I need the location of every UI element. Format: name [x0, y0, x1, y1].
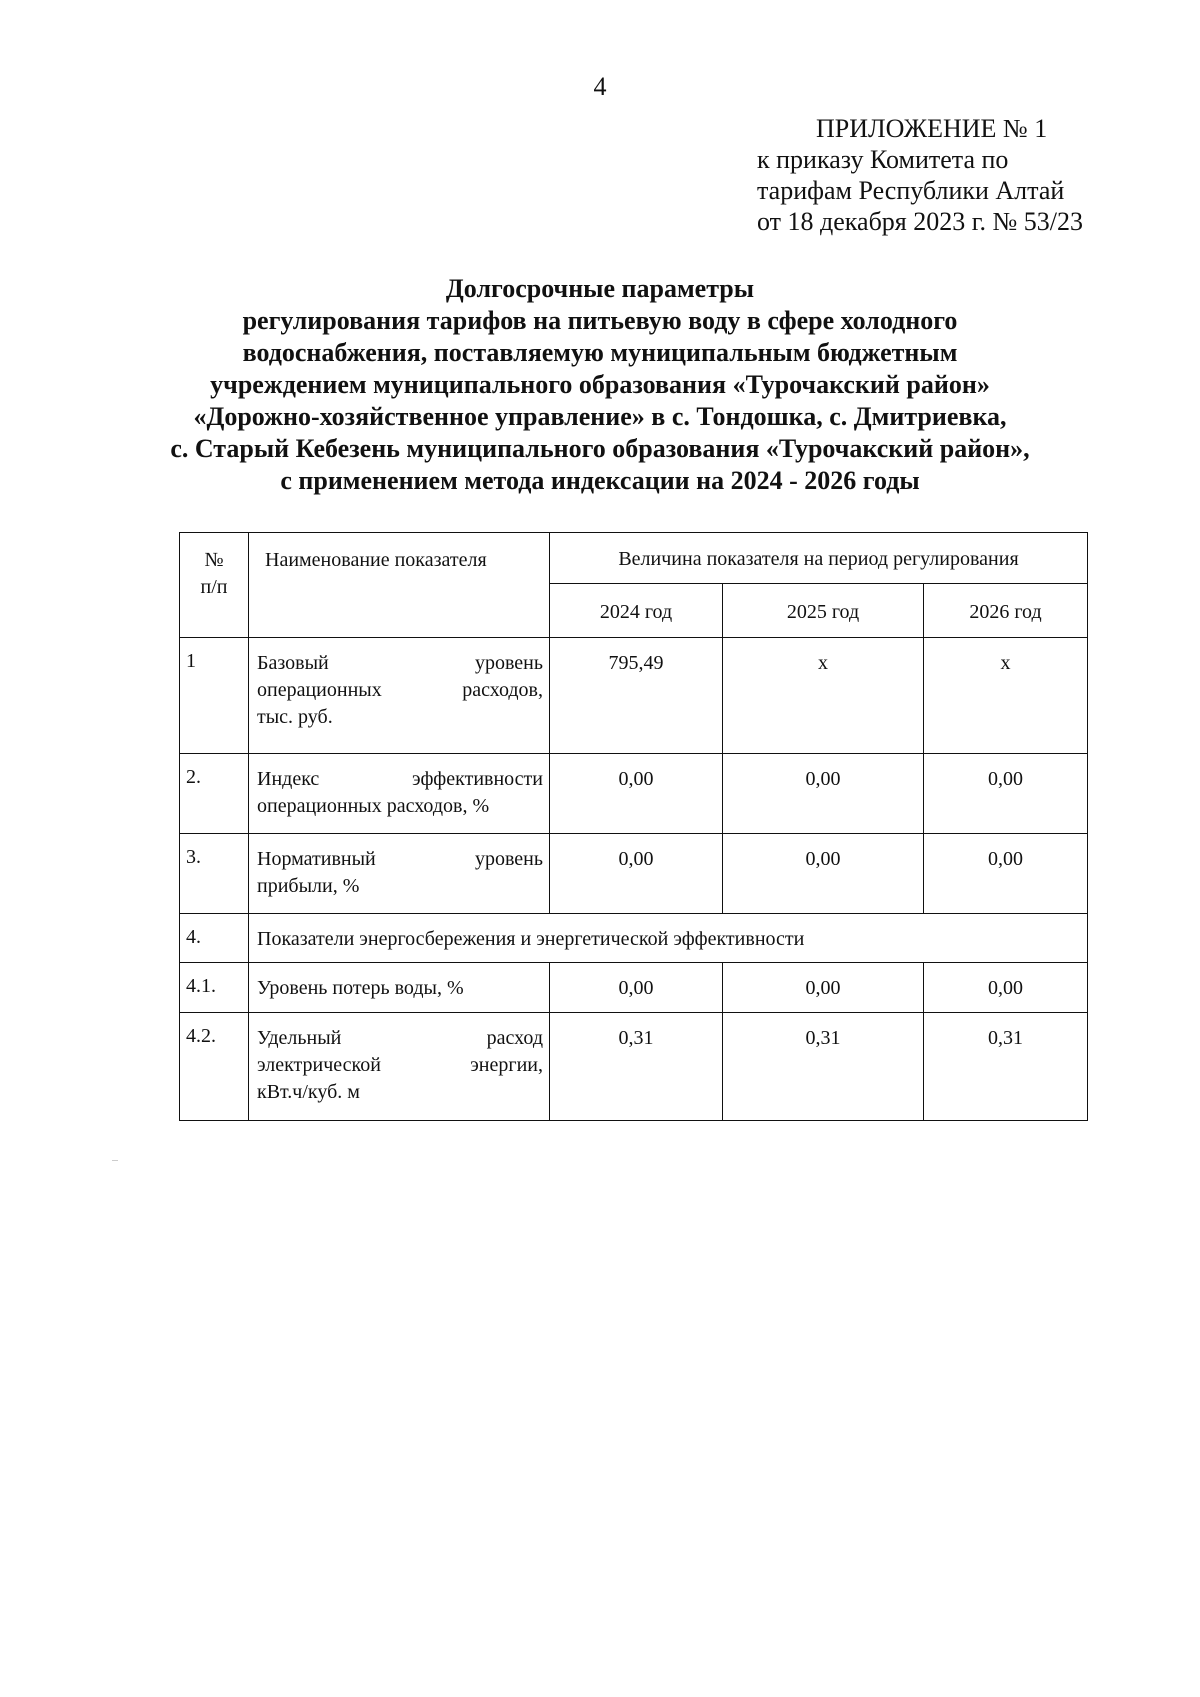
- header-number: [180, 533, 249, 638]
- name-word: уровень: [474, 652, 543, 674]
- table-section-row: [180, 914, 1088, 963]
- header-value-group: Величина показателя на период регулирования: [550, 533, 1088, 584]
- name-line: кВт.ч/куб. м: [257, 1081, 360, 1103]
- name-line: [257, 766, 543, 793]
- header-year-2024: 2024 год: [550, 584, 723, 638]
- page-number: 4: [593, 72, 607, 101]
- row-name: [249, 638, 550, 754]
- header-number-line2: п/п: [200, 576, 228, 598]
- value-2025: 0,00: [723, 754, 924, 834]
- name-line: прибыли, %: [257, 875, 360, 897]
- title-line: Долгосрочные параметры: [445, 274, 755, 303]
- name-word: эффективности: [411, 768, 543, 790]
- table-row: [180, 638, 1088, 754]
- title-line: с применением метода индексации на 2024 - 2026 годы: [280, 466, 920, 495]
- name-line: операционных расходов, %: [257, 795, 490, 817]
- name-line: [257, 1052, 543, 1079]
- row-number: 4.2.: [180, 1013, 249, 1121]
- name-word: расход: [486, 1027, 543, 1049]
- name-line: [257, 677, 543, 704]
- value-2024: 795,49: [550, 638, 723, 754]
- name-word: электрической: [257, 1054, 381, 1076]
- value-2024: 0,00: [550, 963, 723, 1013]
- parameters-table: [179, 532, 1088, 1121]
- name-word: энергии,: [470, 1054, 543, 1076]
- row-number: 4.: [180, 914, 249, 963]
- row-number: 2.: [180, 754, 249, 834]
- value-2025: 0,00: [723, 834, 924, 914]
- value-2024: 0,31: [550, 1013, 723, 1121]
- header-name: Наименование показателя: [249, 533, 550, 638]
- name-word: расходов,: [462, 679, 543, 701]
- row-name: [249, 1013, 550, 1121]
- value-2026: 0,00: [924, 963, 1088, 1013]
- row-number: 3.: [180, 834, 249, 914]
- header-number-line1: №: [204, 549, 224, 571]
- table-row: [180, 754, 1088, 834]
- value-2026: 0,00: [924, 834, 1088, 914]
- name-word: операционных: [257, 679, 382, 701]
- value-2026: х: [924, 638, 1088, 754]
- table-header-row: [180, 533, 1088, 584]
- name-word: Базовый: [257, 652, 329, 674]
- appendix-block: [757, 113, 1083, 237]
- section-title: Показатели энергосбережения и энергетической эффективности: [249, 914, 1088, 963]
- header-year-2026: 2026 год: [924, 584, 1088, 638]
- name-line: [257, 846, 543, 873]
- row-name: [249, 963, 550, 1013]
- value-2025: х: [723, 638, 924, 754]
- header-year-2025: 2025 год: [723, 584, 924, 638]
- title-line: регулирования тарифов на питьевую воду в сфере холодного: [242, 306, 958, 335]
- document-title: [100, 273, 1100, 497]
- scan-mark: [112, 1160, 118, 1161]
- value-2026: 0,00: [924, 754, 1088, 834]
- appendix-line: к приказу Комитета по: [757, 145, 1009, 174]
- value-2025: 0,00: [723, 963, 924, 1013]
- name-line: [257, 1025, 543, 1052]
- table-row: [180, 963, 1088, 1013]
- appendix-line: от 18 декабря 2023 г. № 53/23: [757, 207, 1084, 236]
- title-line: с. Старый Кебезень муниципального образования «Турочакский район»,: [170, 434, 1030, 463]
- row-name: [249, 754, 550, 834]
- title-line: водоснабжения, поставляемую муниципальным бюджетным: [242, 338, 958, 367]
- appendix-title: ПРИЛОЖЕНИЕ № 1: [816, 114, 1048, 143]
- row-number: 4.1.: [180, 963, 249, 1013]
- name-line: тыс. руб.: [257, 706, 333, 728]
- value-2026: 0,31: [924, 1013, 1088, 1121]
- value-2025: 0,31: [723, 1013, 924, 1121]
- name-line: Уровень потерь воды, %: [257, 977, 464, 999]
- name-word: Нормативный: [257, 848, 376, 870]
- name-line: [257, 650, 543, 677]
- row-name: [249, 834, 550, 914]
- table-row: [180, 1013, 1088, 1121]
- value-2024: 0,00: [550, 754, 723, 834]
- table-row: [180, 834, 1088, 914]
- name-word: уровень: [474, 848, 543, 870]
- name-word: Индекс: [257, 768, 320, 790]
- appendix-line: тарифам Республики Алтай: [757, 176, 1065, 205]
- title-line: учреждением муниципального образования «Турочакский район»: [210, 370, 990, 399]
- value-2024: 0,00: [550, 834, 723, 914]
- title-line: «Дорожно-хозяйственное управление» в с. Тондошка, с. Дмитриевка,: [193, 402, 1007, 431]
- row-number: 1: [180, 638, 249, 754]
- name-word: Удельный: [257, 1027, 342, 1049]
